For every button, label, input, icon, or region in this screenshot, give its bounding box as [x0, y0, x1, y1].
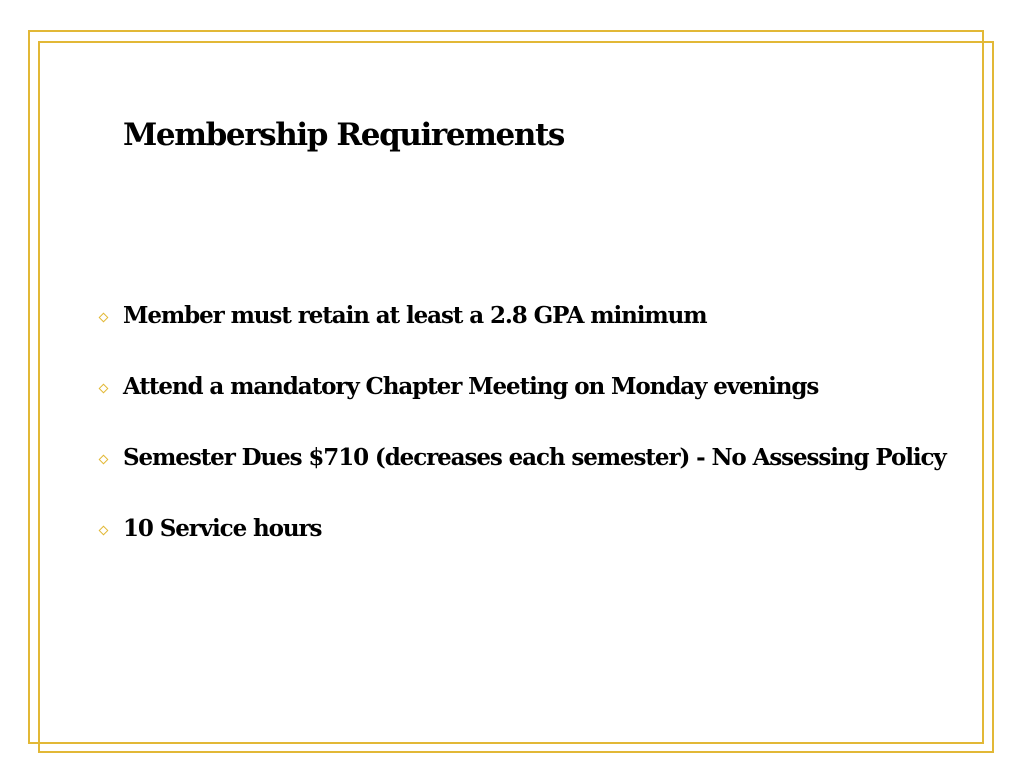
bullet-text: Semester Dues $710 (decreases each semester) - No Assessing Policy: [123, 444, 946, 471]
slide-title: Membership Requirements: [123, 117, 564, 153]
bullet-text: Member must retain at least a 2.8 GPA minimum: [123, 302, 707, 329]
bullet-text: 10 Service hours: [123, 515, 322, 542]
bullet-text: Attend a mandatory Chapter Meeting on Monday evenings: [123, 373, 819, 400]
